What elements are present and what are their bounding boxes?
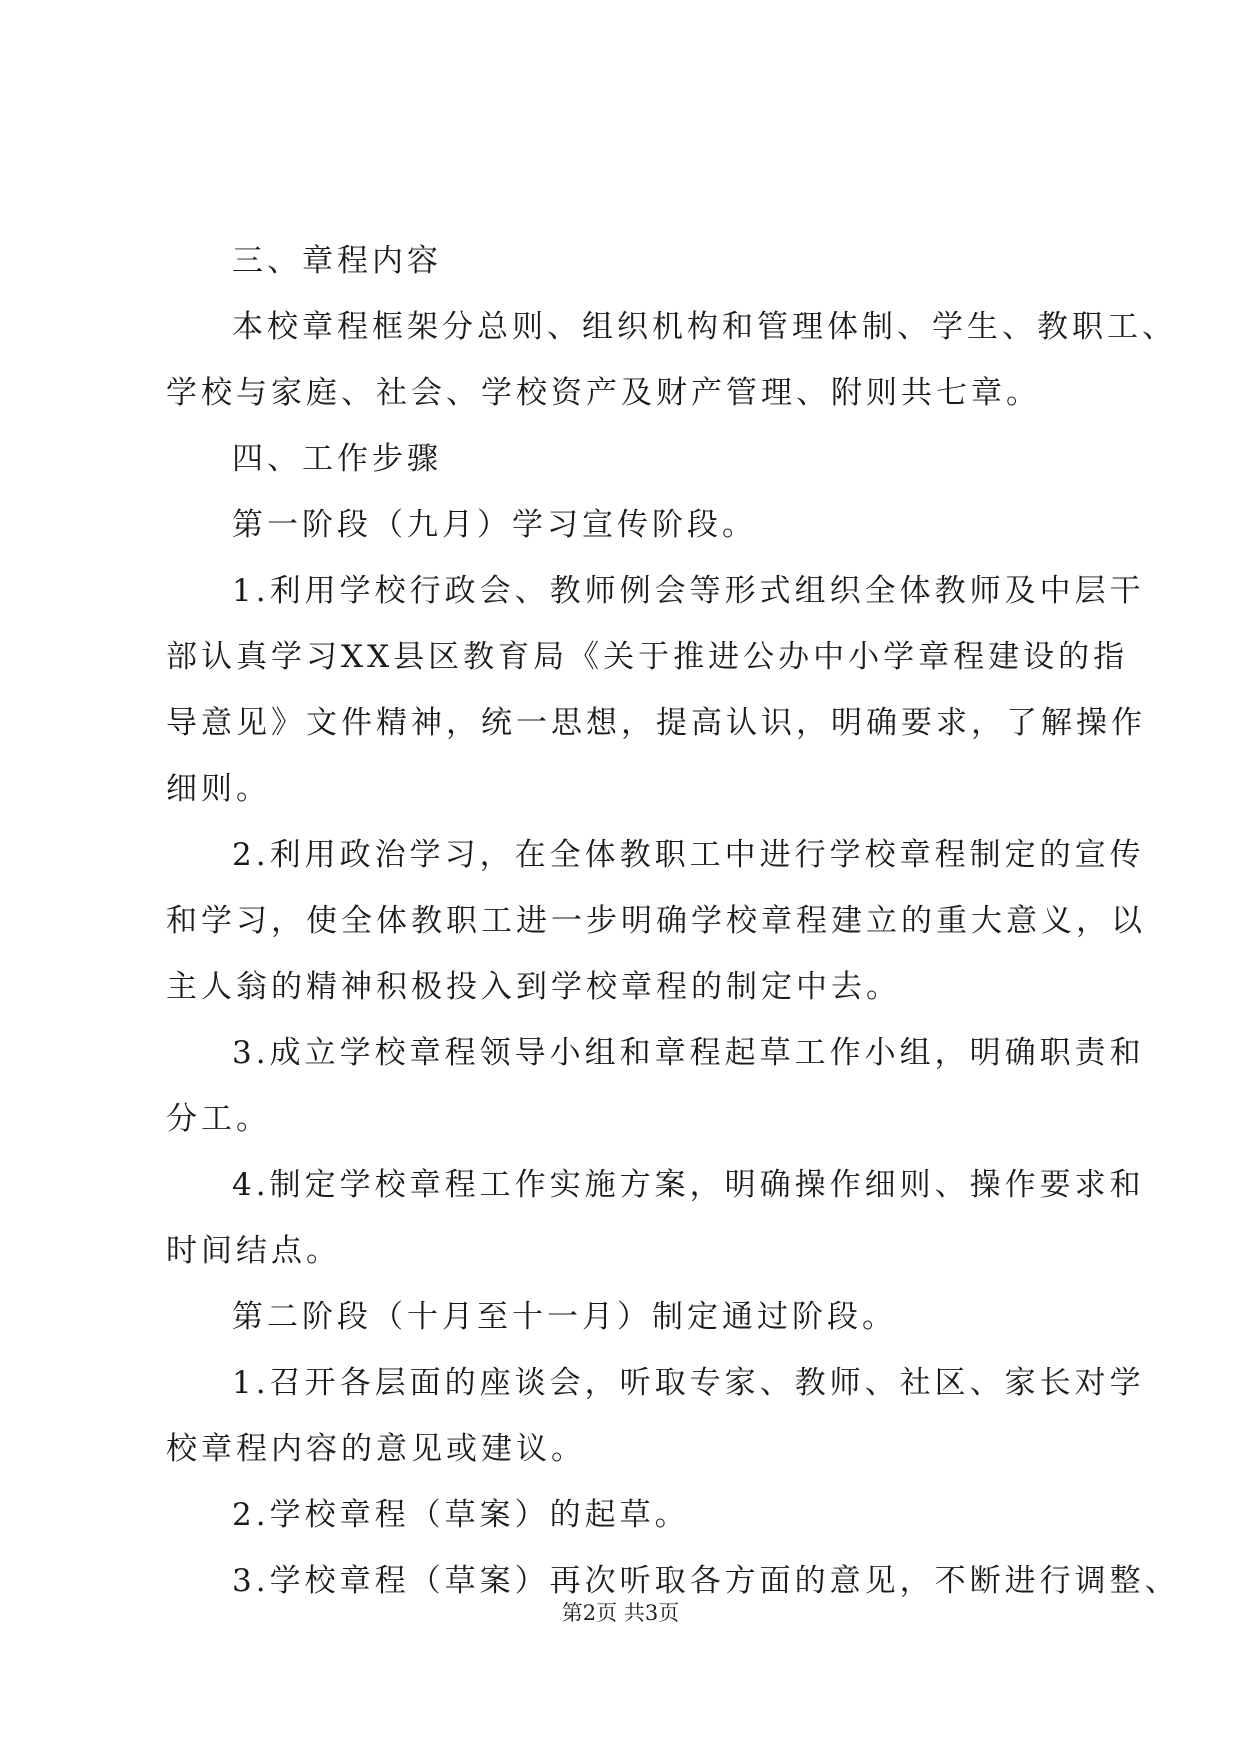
text-line: 细则。: [166, 771, 271, 807]
text-line: 第一阶段（九月）学习宣传阶段。: [232, 507, 757, 543]
text-line: 本校章程框架分总则、组织机构和管理体制、学生、教职工、: [232, 309, 1177, 345]
page-number-footer: 第2页 共3页: [561, 1601, 680, 1625]
text-line: 分工。: [166, 1101, 271, 1137]
text-line: 主人翁的精神积极投入到学校章程的制定中去。: [166, 969, 901, 1005]
text-line: 学校与家庭、社会、学校资产及财产管理、附则共七章。: [166, 375, 1041, 411]
text-line: 第二阶段（十月至十一月）制定通过阶段。: [232, 1299, 897, 1335]
text-line: 3.成立学校章程领导小组和章程起草工作小组，明确职责和: [232, 1035, 1145, 1071]
text-line: 四、工作步骤: [232, 441, 442, 477]
text-line: 1.利用学校行政会、教师例会等形式组织全体教师及中层干: [232, 573, 1145, 609]
text-line: 时间结点。: [166, 1233, 341, 1269]
text-line: 1.召开各层面的座谈会，听取专家、教师、社区、家长对学: [232, 1365, 1145, 1401]
text-line: 4.制定学校章程工作实施方案，明确操作细则、操作要求和: [232, 1167, 1145, 1203]
text-line: 2.学校章程（草案）的起草。: [232, 1497, 690, 1533]
document-body: [166, 228, 1180, 1614]
text-line: 2.利用政治学习，在全体教职工中进行学校章程制定的宣传: [232, 837, 1145, 873]
text-line: 三、章程内容: [232, 243, 442, 279]
text-line: 部认真学习XX县区教育局《关于推进公办中小学章程建设的指: [166, 639, 1129, 675]
text-line: 导意见》文件精神，统一思想，提高认识，明确要求，了解操作: [166, 705, 1146, 741]
text-line: 和学习，使全体教职工进一步明确学校章程建立的重大意义，以: [166, 903, 1146, 939]
text-line: 3.学校章程（草案）再次听取各方面的意见，不断进行调整、: [232, 1563, 1180, 1599]
text-line: 校章程内容的意见或建议。: [166, 1431, 586, 1467]
